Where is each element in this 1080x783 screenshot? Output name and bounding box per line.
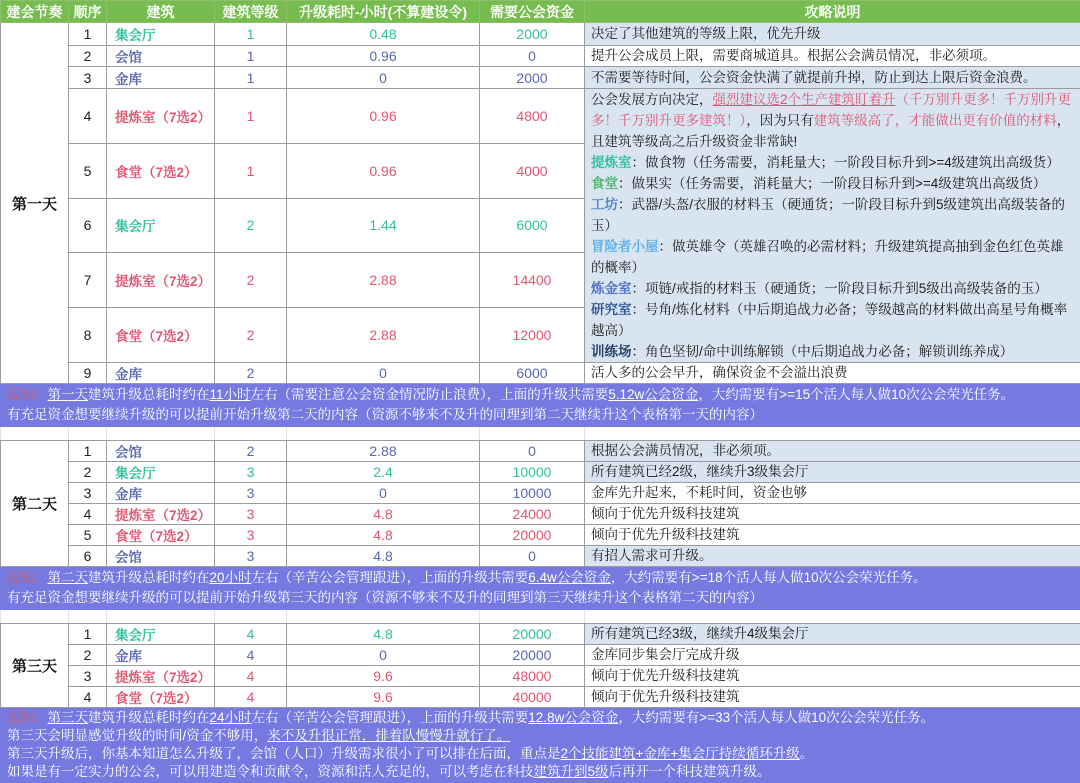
cell-time: 4.8: [287, 546, 480, 567]
spacer-cell: [215, 427, 287, 441]
text-segment: 根据公会满员情况，非必须项。: [591, 443, 780, 458]
cell-order: 7: [69, 253, 107, 308]
text-segment: 如果是有一定实力的公会，可以用建造令和贡献令，资源和活人充足的，可以考虑在科技: [7, 764, 534, 779]
cell-order: 2: [69, 46, 107, 67]
note-line: [591, 236, 1074, 278]
cell-funds: 40000: [480, 687, 585, 708]
note-line: [591, 363, 1074, 383]
summary-row: [1, 384, 1080, 427]
cell-order: 4: [69, 687, 107, 708]
note-line: [591, 89, 1074, 152]
text-segment: 来不及升很正常，排着队慢慢升就行了。: [267, 728, 510, 743]
cell-funds: 48000: [480, 666, 585, 687]
summary-cell: [1, 567, 1080, 610]
text-segment: 金库同步集会厅完成升级: [591, 647, 740, 662]
text-segment: ：角色坚韧/命中训练解锁（中后期追战力必备；解锁训练养成）: [632, 344, 1014, 359]
cell-order: 4: [69, 504, 107, 525]
cell-note: [585, 363, 1080, 384]
note-line: [591, 278, 1074, 299]
summary-line: [7, 385, 1074, 405]
spacer-cell: [1, 610, 69, 624]
cell-time: 4.8: [287, 624, 480, 645]
note-line: [591, 341, 1074, 362]
table-body: [1, 23, 1080, 783]
text-segment: ：做果实（任务需要，消耗量大；一阶段目标升到>=4级建筑出高级货）: [618, 176, 1046, 191]
cell-note: [585, 525, 1080, 546]
text-segment: 训练场: [591, 344, 632, 359]
cell-level: 2: [215, 308, 287, 363]
summary-line: [7, 763, 1074, 781]
text-segment: 左右（需要注意公会资金情况防止浪费），上面的升级共需要: [251, 387, 609, 402]
text-segment: ：号角/炼化材料（中后期追战力必备；等级越高的材料做出高星号角概率越高）: [591, 302, 1067, 338]
cell-note: [585, 645, 1080, 666]
cell-time: 2.88: [287, 308, 480, 363]
cell-note: [585, 67, 1080, 89]
cell-time: 4.8: [287, 504, 480, 525]
cell-building: 金库: [107, 483, 215, 504]
cell-note: [585, 666, 1080, 687]
cell-level: 3: [215, 462, 287, 483]
cell-note: [585, 624, 1080, 645]
cell-building: 集会厅: [107, 624, 215, 645]
text-segment: 不需要等待时间，公会资金快满了就提前升掉，防止到达上限后资金浪费。: [591, 70, 1037, 85]
summary-cell: [1, 708, 1080, 783]
note-line: [591, 624, 1074, 644]
text-segment: 有招人需求可升级。: [591, 548, 713, 563]
cell-order: 5: [69, 525, 107, 546]
text-segment: 第三天会明显感觉升级的时间/资金不够用，: [7, 728, 267, 743]
cell-time: 4.8: [287, 525, 480, 546]
cell-note: [585, 504, 1080, 525]
summary-line: [7, 568, 1074, 588]
text-segment: ：做英雄令（英雄召唤的必需材料；升级建筑提高抽到金色红色英雄的概率）: [591, 239, 1064, 275]
text-segment: 左右（辛苦公会管理跟进），上面的升级共需要: [252, 710, 529, 725]
cell-order: 3: [69, 666, 107, 687]
text-segment: 24小时: [210, 710, 252, 725]
note-line: [591, 687, 1074, 707]
summary-line: [7, 745, 1074, 763]
table-row: [1, 687, 1080, 708]
col-header-funds: 需要公会资金: [480, 1, 585, 23]
cell-building: 提炼室（7选2）: [107, 666, 215, 687]
note-line: [591, 24, 1074, 44]
text-segment: 决定了其他建筑的等级上限，优先升级: [591, 26, 821, 41]
cell-funds: 6000: [480, 198, 585, 253]
cell-time: 0: [287, 483, 480, 504]
note-line: [591, 441, 1074, 461]
text-segment: 第三天升级后，你基本知道怎么升级了，会馆（人口）升级需求很小了可以排在后面，重点是: [7, 746, 561, 761]
col-header-time: 升级耗时-小时(不算建设令): [287, 1, 480, 23]
table-row: [1, 504, 1080, 525]
cell-note: [585, 46, 1080, 67]
cell-time: 0.96: [287, 89, 480, 144]
text-segment: 所有建筑已经3级，继续升4级集会厅: [591, 626, 809, 641]
cell-order: 6: [69, 546, 107, 567]
cell-note: [585, 546, 1080, 567]
text-segment: 建筑升级总耗时约在: [88, 710, 210, 725]
cell-funds: 10000: [480, 462, 585, 483]
text-segment: 倾向于优先升级科技建筑: [591, 689, 740, 704]
spacer-cell: [480, 610, 585, 624]
cell-funds: 20000: [480, 624, 585, 645]
cell-building: 食堂（7选2）: [107, 525, 215, 546]
text-segment: 所有建筑已经2级，继续升3级集会厅: [591, 464, 809, 479]
cell-funds: 6000: [480, 363, 585, 384]
cell-order: 2: [69, 645, 107, 666]
cell-level: 4: [215, 666, 287, 687]
cell-funds: 20000: [480, 645, 585, 666]
text-segment: 第一天: [48, 387, 89, 402]
col-header-notes: 攻略说明: [585, 1, 1080, 23]
cell-order: 4: [69, 89, 107, 144]
cell-building: 食堂（7选2）: [107, 143, 215, 198]
text-segment: 建筑升到5级: [534, 764, 609, 779]
cell-funds: 12000: [480, 308, 585, 363]
text-segment: ，大约需要有>=18个活人每人做10次公会荣光任务。: [611, 570, 927, 585]
cell-order: 3: [69, 483, 107, 504]
text-segment: （千万别升更多！千万别升更多！千万别升更多建筑！）: [591, 92, 1071, 128]
cell-building: 金库: [107, 67, 215, 89]
cell-funds: 4000: [480, 143, 585, 198]
cell-funds: 24000: [480, 504, 585, 525]
cell-funds: 2000: [480, 23, 585, 46]
cell-building: 金库: [107, 645, 215, 666]
table-row: [1, 89, 1080, 144]
col-header-pacing: 建会节奏: [1, 1, 69, 23]
text-segment: ：武器/头盔/衣服的材料玉（硬通货；一阶段目标升到5级建筑出高级装备的玉）: [591, 197, 1065, 233]
cell-funds: 4800: [480, 89, 585, 144]
cell-order: 1: [69, 441, 107, 462]
spacer-cell: [69, 427, 107, 441]
text-segment: 强烈建议选2个生产建筑盯着升: [713, 92, 896, 107]
cell-level: 2: [215, 363, 287, 384]
cell-level: 1: [215, 46, 287, 67]
note-line: [591, 645, 1074, 665]
table-row: [1, 462, 1080, 483]
cell-level: 2: [215, 441, 287, 462]
text-segment: ，大约需要有>=15个活人每人做10次公会荣光任务。: [698, 387, 1014, 402]
spacer-row: [1, 610, 1080, 624]
table-row: [1, 666, 1080, 687]
cell-note: [585, 687, 1080, 708]
cell-time: 2.4: [287, 462, 480, 483]
day-label: 第三天: [1, 624, 69, 708]
summary-cell: [1, 384, 1080, 427]
cell-time: 0.96: [287, 46, 480, 67]
cell-funds: 10000: [480, 483, 585, 504]
note-line: [591, 194, 1074, 236]
cell-building: 食堂（7选2）: [107, 687, 215, 708]
spacer-cell: [287, 427, 480, 441]
cell-building: 会馆: [107, 46, 215, 67]
cell-time: 0.96: [287, 143, 480, 198]
cell-level: 1: [215, 143, 287, 198]
cell-building: 提炼室（7选2）: [107, 89, 215, 144]
cell-building: 提炼室（7选2）: [107, 253, 215, 308]
cell-building: 集会厅: [107, 198, 215, 253]
cell-level: 1: [215, 67, 287, 89]
table-row: [1, 363, 1080, 384]
header-row: [1, 1, 1080, 23]
day-label: 第一天: [1, 23, 69, 384]
table-row: [1, 23, 1080, 46]
cell-order: 3: [69, 67, 107, 89]
table-row: [1, 441, 1080, 462]
cell-level: 4: [215, 687, 287, 708]
text-segment: 后再开一个科技建筑升级。: [609, 764, 771, 779]
cell-time: 1.44: [287, 198, 480, 253]
text-segment: ，且建筑等级高之后升级资金非常缺!: [591, 113, 1070, 149]
spacer-cell: [585, 610, 1080, 624]
text-segment: 研究室: [591, 302, 632, 317]
cell-level: 2: [215, 253, 287, 308]
cell-time: 2.88: [287, 253, 480, 308]
text-segment: 活人多的公会早升，确保资金不会溢出浪费: [591, 365, 848, 380]
note-line: [591, 46, 1074, 66]
text-segment: 建筑升级总耗时约在: [88, 570, 210, 585]
cell-order: 8: [69, 308, 107, 363]
cell-funds: 0: [480, 441, 585, 462]
text-segment: 2个技能建筑+金库+集会厅持续循环升级: [561, 746, 800, 761]
cell-note: [585, 89, 1080, 363]
text-segment: 建筑升级总耗时约在: [88, 387, 210, 402]
note-line: [591, 68, 1074, 88]
text-segment: 工坊: [591, 197, 618, 212]
text-segment: ，因为只有: [746, 113, 814, 128]
cell-building: 食堂（7选2）: [107, 308, 215, 363]
spacer-cell: [585, 427, 1080, 441]
cell-time: 9.6: [287, 687, 480, 708]
cell-funds: 14400: [480, 253, 585, 308]
cell-level: 4: [215, 624, 287, 645]
cell-time: 0: [287, 645, 480, 666]
col-header-building: 建筑: [107, 1, 215, 23]
text-segment: 提炼室: [591, 155, 632, 170]
cell-building: 会馆: [107, 546, 215, 567]
summary-line: [7, 405, 1074, 425]
summary-line: [7, 709, 1074, 727]
note-line: [591, 173, 1074, 194]
col-header-order: 顺序: [69, 1, 107, 23]
table-row: [1, 645, 1080, 666]
note-line: [591, 546, 1074, 566]
cell-level: 1: [215, 23, 287, 46]
cell-note: [585, 23, 1080, 46]
spacer-cell: [215, 610, 287, 624]
cell-level: 3: [215, 525, 287, 546]
text-segment: 建筑等级高了，才能做出更有价值的材料: [814, 113, 1057, 128]
text-segment: 倾向于优先升级科技建筑: [591, 668, 740, 683]
cell-funds: 2000: [480, 67, 585, 89]
note-line: [591, 504, 1074, 524]
summary-line: [7, 588, 1074, 608]
cell-order: 1: [69, 624, 107, 645]
spacer-cell: [107, 610, 215, 624]
text-segment: ：做食物（任务需要，消耗量大；一阶段目标升到>=4级建筑出高级货）: [632, 155, 1060, 170]
text-segment: 倾向于优先升级科技建筑: [591, 527, 740, 542]
cell-note: [585, 462, 1080, 483]
text-segment: 5.12w公会资金: [608, 387, 698, 402]
cell-building: 提炼室（7选2）: [107, 504, 215, 525]
text-segment: 6.4w公会资金: [528, 570, 611, 585]
note-line: [591, 299, 1074, 341]
note-line: [591, 152, 1074, 173]
cell-building: 会馆: [107, 441, 215, 462]
text-segment: ：项链/戒指的材料玉（硬通货；一阶段目标升到5级出高级装备的玉）: [632, 281, 1048, 296]
cell-order: 5: [69, 143, 107, 198]
text-segment: 提升公会成员上限，需要商城道具。根据公会满员情况，非必须项。: [591, 48, 996, 63]
cell-building: 金库: [107, 363, 215, 384]
cell-order: 9: [69, 363, 107, 384]
spacer-cell: [69, 610, 107, 624]
table-row: [1, 546, 1080, 567]
cell-funds: 20000: [480, 525, 585, 546]
cell-time: 0.48: [287, 23, 480, 46]
cell-time: 0: [287, 67, 480, 89]
spacer-cell: [287, 610, 480, 624]
cell-level: 3: [215, 504, 287, 525]
cell-funds: 0: [480, 546, 585, 567]
cell-time: 2.88: [287, 441, 480, 462]
summary-row: [1, 708, 1080, 783]
note-line: [591, 462, 1074, 482]
cell-order: 6: [69, 198, 107, 253]
cell-building: 集会厅: [107, 23, 215, 46]
text-segment: 总结：: [7, 570, 48, 585]
text-segment: 食堂: [591, 176, 618, 191]
text-segment: 第二天: [48, 570, 89, 585]
cell-note: [585, 441, 1080, 462]
text-segment: 炼金室: [591, 281, 632, 296]
table-row: [1, 46, 1080, 67]
note-line: [591, 666, 1074, 686]
text-segment: 总结：: [7, 387, 48, 402]
table-row: [1, 483, 1080, 504]
cell-level: 2: [215, 198, 287, 253]
text-segment: 左右（辛苦公会管理跟进），上面的升级共需要: [252, 570, 529, 585]
text-segment: 11小时: [210, 387, 251, 402]
text-segment: 12.8w公会资金: [528, 710, 618, 725]
text-segment: 公会发展方向决定，: [591, 92, 713, 107]
text-segment: 有充足资金想要继续升级的可以提前开始升级第三天的内容（资源不够来不及升的同理到第三天继续升这个表格第二天的内容）: [7, 590, 763, 605]
day-label: 第二天: [1, 441, 69, 567]
text-segment: ，大约需要有>=33个活人每人做10次公会荣光任务。: [618, 710, 934, 725]
cell-level: 4: [215, 645, 287, 666]
col-header-level: 建筑等级: [215, 1, 287, 23]
cell-funds: 0: [480, 46, 585, 67]
spacer-cell: [107, 427, 215, 441]
text-segment: 金库先升起来，不耗时间，资金也够: [591, 485, 807, 500]
cell-building: 集会厅: [107, 462, 215, 483]
cell-order: 1: [69, 23, 107, 46]
text-segment: 总结：: [7, 710, 48, 725]
table-row: [1, 525, 1080, 546]
text-segment: 倾向于优先升级科技建筑: [591, 506, 740, 521]
cell-level: 3: [215, 546, 287, 567]
text-segment: 20小时: [210, 570, 252, 585]
cell-order: 2: [69, 462, 107, 483]
spacer-cell: [480, 427, 585, 441]
spacer-row: [1, 427, 1080, 441]
text-segment: 冒险者小屋: [591, 239, 659, 254]
text-segment: 。: [800, 746, 814, 761]
note-line: [591, 525, 1074, 545]
note-line: [591, 483, 1074, 503]
text-segment: 有充足资金想要继续升级的可以提前开始升级第二天的内容（资源不够来不及升的同理到第二天继续升这个表格第一天的内容）: [7, 407, 763, 422]
summary-row: [1, 567, 1080, 610]
cell-note: [585, 483, 1080, 504]
cell-level: 3: [215, 483, 287, 504]
spacer-cell: [1, 427, 69, 441]
cell-level: 1: [215, 89, 287, 144]
table-row: [1, 67, 1080, 89]
cell-time: 9.6: [287, 666, 480, 687]
summary-line: [7, 727, 1074, 745]
cell-time: 0: [287, 363, 480, 384]
table-row: [1, 624, 1080, 645]
text-segment: 第三天: [48, 710, 89, 725]
